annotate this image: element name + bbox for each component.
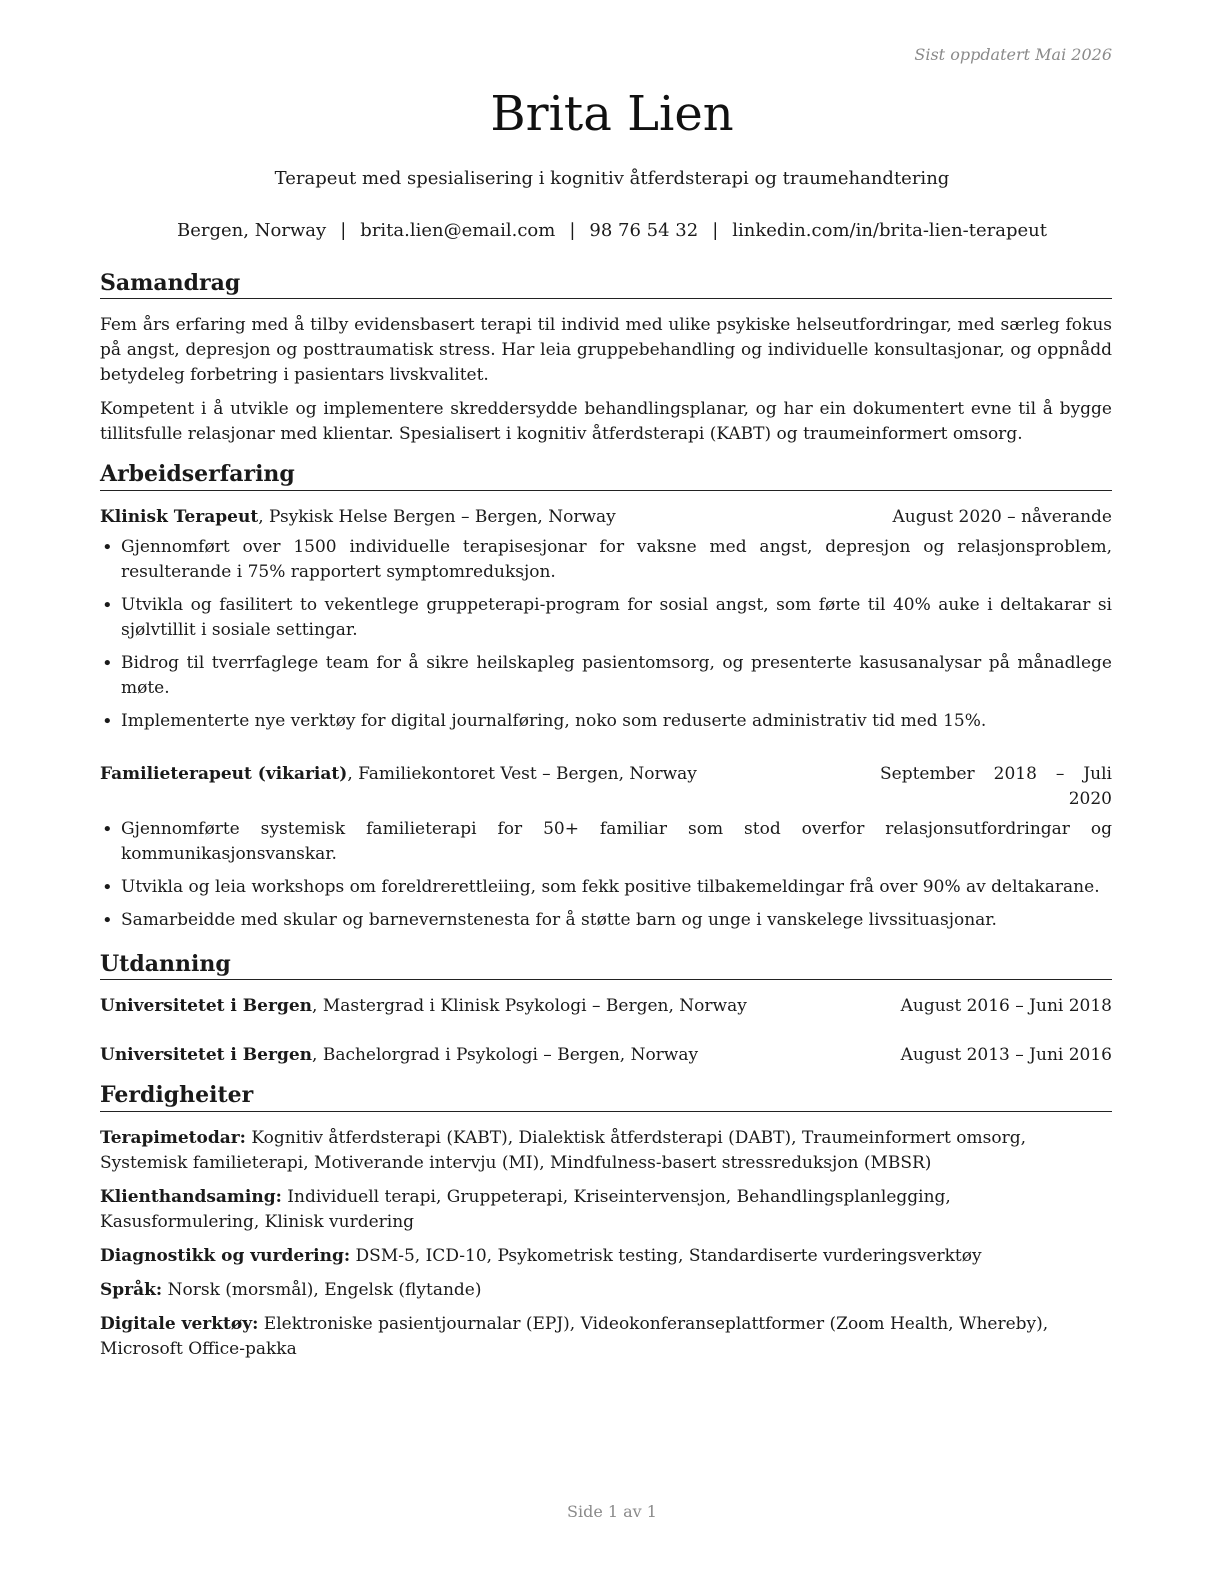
- job-dates: August 2020 – nåverande: [892, 506, 1112, 527]
- education-school: Universitetet i Bergen: [100, 1045, 313, 1066]
- job-entry: [100, 505, 1112, 734]
- skill-label: Diagnostikk og vurdering:: [100, 1245, 351, 1266]
- job-bullet: • Gjennomført over 1500 individuelle terapisesjonar for vaksne med angst, depresjon og relasjonsproblem, resulterande i 75% rapportert symptomreduksjon.: [100, 535, 1112, 585]
- skill-row: [100, 1278, 1112, 1303]
- resume-content: [100, 270, 1112, 1371]
- contact-line: [0, 220, 1224, 241]
- skill-value: Individuell terapi, Gruppeterapi, Kriseintervensjon, Behandlingsplanlegging, Kasusformulering, Klinisk vurdering: [100, 1186, 951, 1232]
- contact-phone: 98 76 54 32: [589, 220, 699, 241]
- education-detail: , Mastergrad i Klinisk Psykologi – Bergen, Norway: [312, 996, 747, 1017]
- education-school: Universitetet i Bergen: [100, 996, 313, 1017]
- job-dates: September 2018 – Juli 2020: [880, 763, 1112, 809]
- education-dates: August 2016 – Juni 2018: [900, 996, 1112, 1017]
- candidate-tagline: Terapeut med spesialisering i kognitiv åtferdsterapi og traumehandtering: [274, 168, 950, 189]
- summary-paragraph: Kompetent i å utvikle og implementere skreddersydde behandlingsplanar, og har ein dokumentert evne til å bygge tillitsfulle relasjonar med klientar. Spesialisert i kognitiv åtferdsterapi (KABT) og traumeinformert omsorg.: [100, 399, 1112, 445]
- skill-value: Norsk (morsmål), Engelsk (flytande): [162, 1279, 482, 1300]
- job-bullet: • Implementerte nye verktøy for digital journalføring, noko som reduserte administrativ tid med 15%.: [100, 709, 1112, 734]
- section-title-summary: Samandrag: [100, 270, 1112, 299]
- skill-row: [100, 1244, 1112, 1269]
- skill-label: Språk:: [100, 1279, 163, 1300]
- skill-label: Klienthandsaming:: [100, 1186, 282, 1207]
- section-title-skills: Ferdigheiter: [100, 1082, 1112, 1111]
- contact-email[interactable]: brita.lien@email.com: [360, 220, 556, 241]
- contact-separator: |: [569, 220, 576, 241]
- education-detail: , Bachelorgrad i Psykologi – Bergen, Norway: [312, 1045, 699, 1066]
- contact-separator: |: [340, 220, 347, 241]
- job-bullet: • Bidrog til tverrfaglege team for å sikre heilskapleg pasientomsorg, og presenterte kasusanalysar på månadlege møte.: [100, 651, 1112, 701]
- skill-value: DSM-5, ICD-10, Psykometrisk testing, Standardiserte vurderingsverktøy: [350, 1245, 982, 1266]
- last-updated: Sist oppdatert Mai 2026: [914, 45, 1112, 64]
- contact-separator: |: [712, 220, 719, 241]
- contact-linkedin[interactable]: linkedin.com/in/brita-lien-terapeut: [732, 220, 1047, 241]
- job-bullet: • Utvikla og leia workshops om foreldrerettleiing, som fekk positive tilbakemeldingar frå over 90% av deltakarane.: [100, 875, 1112, 900]
- candidate-name: Brita Lien: [490, 86, 734, 142]
- page-number: Side 1 av 1: [567, 1502, 657, 1521]
- job-org: , Psykisk Helse Bergen – Bergen, Norway: [258, 506, 616, 527]
- job-role: Familieterapeut (vikariat): [100, 763, 348, 784]
- job-header: [100, 505, 1112, 530]
- job-role: Klinisk Terapeut: [100, 506, 259, 527]
- job-org: , Familiekontoret Vest – Bergen, Norway: [347, 763, 697, 784]
- job-header: [100, 762, 1112, 812]
- skill-row: [100, 1312, 1112, 1362]
- skill-label: Digitale verktøy:: [100, 1313, 259, 1334]
- skill-row: [100, 1185, 1112, 1235]
- section-title-education: Utdanning: [100, 951, 1112, 980]
- skill-row: [100, 1126, 1112, 1176]
- job-entry: [100, 762, 1112, 933]
- summary-paragraph: Fem års erfaring med å tilby evidensbasert terapi til individ med ulike psykiske helseutfordringar, med særleg fokus på angst, depresjon og posttraumatisk stress. Har leia gruppebehandling og individuelle konsultasjonar, og oppnådd betydeleg forbetring i pasientars livskvalitet.: [100, 315, 1112, 386]
- section-title-experience: Arbeidserfaring: [100, 461, 1112, 490]
- education-entry: [100, 994, 1112, 1019]
- contact-location: Bergen, Norway: [177, 220, 327, 241]
- education-dates: August 2013 – Juni 2016: [900, 1045, 1112, 1066]
- job-bullets: [100, 817, 1112, 933]
- skill-label: Terapimetodar:: [100, 1127, 246, 1148]
- job-bullet: • Gjennomførte systemisk familieterapi for 50+ familiar som stod overfor relasjonsutfordringar og kommunikasjonsvanskar.: [100, 817, 1112, 867]
- job-bullet: • Samarbeidde med skular og barnevernstenesta for å støtte barn og unge i vanskelege livssituasjonar.: [100, 908, 1112, 933]
- education-entry: [100, 1043, 1112, 1068]
- skill-value: Elektroniske pasientjournalar (EPJ), Videokonferanseplattformer (Zoom Health, Whereby), Microsoft Office-pakka: [100, 1313, 1049, 1359]
- job-bullet: • Utvikla og fasilitert to vekentlege gruppeterapi-program for sosial angst, som førte til 40% auke i deltakarar si sjølvtillit i sosiale settingar.: [100, 593, 1112, 643]
- skill-value: Kognitiv åtferdsterapi (KABT), Dialektisk åtferdsterapi (DABT), Traumeinformert omsorg, Systemisk familieterapi, Motiverande intervju (MI), Mindfulness-basert stressreduksjon (MBSR): [100, 1127, 1026, 1173]
- job-bullets: [100, 535, 1112, 734]
